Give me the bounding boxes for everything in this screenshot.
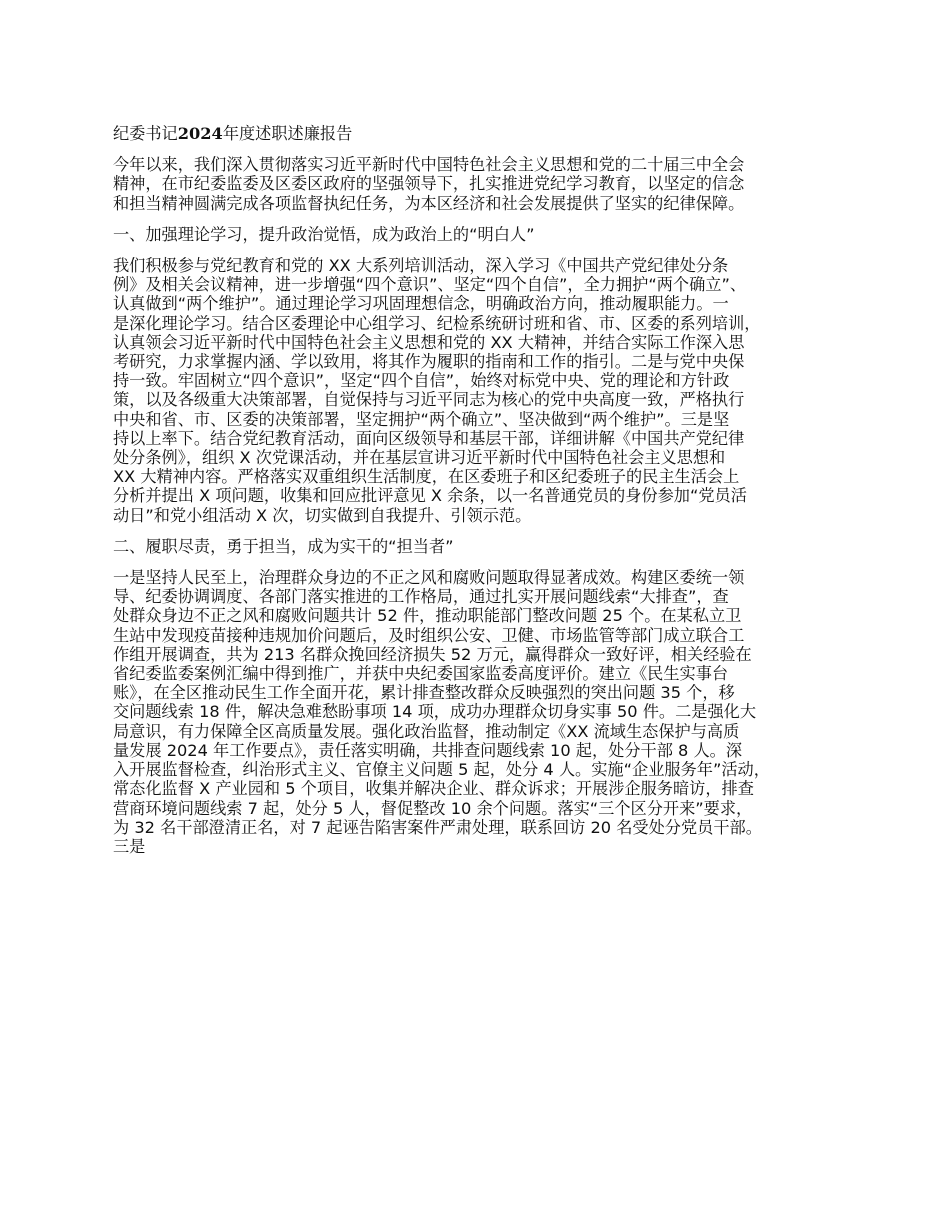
body-line: 认真领会习近平新时代中国特色社会主义思想和党的 XX 大精神，并结合实际工作深入思 xyxy=(113,332,745,352)
body-line: 生站中发现疫苗接种违规加价问题后，及时组织公安、卫健、市场监管等部门成立联合工 xyxy=(113,625,745,645)
title-year: 2024 xyxy=(177,124,223,143)
body-line: 持一致。牢固树立“四个意识”，坚定“四个自信”，始终对标党中央、党的理论和方针政 xyxy=(113,371,730,391)
body-line: 持以上率下。结合党纪教育活动，面向区级领导和基层干部，详细讲解《中国共产党纪律 xyxy=(113,428,745,448)
body-line: 为 32 名干部澄清正名，对 7 起诬告陷害案件严肃处理，联系回访 20 名受处分党员干部。 xyxy=(113,817,762,837)
body-line: 策，以及各级重大决策部署，自觉保持与习近平同志为核心的党中央高度一致，严格执行 xyxy=(113,390,745,410)
intro-line: 和担当精神圆满完成各项监督执纪任务，为本区经济和社会发展提供了坚实的纪律保障。 xyxy=(113,193,745,213)
body-line: XX 大精神内容。严格落实双重组织生活制度，在区委班子和区纪委班子的民主生活会上 xyxy=(113,467,740,487)
section-1-heading: 一、加强理论学习，提升政治觉悟，成为政治上的“明白人” xyxy=(113,224,535,244)
body-line: 入开展监督检查，纠治形式主义、官僚主义问题 5 起，处分 4 人。实施“企业服务年”活动， xyxy=(113,760,770,780)
title-suffix: 年度述职述廉报告 xyxy=(222,124,353,143)
intro-paragraph xyxy=(113,155,855,213)
body-line: 导、纪委协调调度、各部门落实推进的工作格局，通过扎实开展问题线索“大排查”，查 xyxy=(113,587,729,607)
body-line: 中央和省、市、区委的决策部署，坚定拥护“两个确立”、坚决做到“两个维护”。三是坚 xyxy=(113,409,730,429)
intro-line: 精神，在市纪委监委及区委区政府的坚强领导下，扎实推进党纪学习教育，以坚定的信念 xyxy=(113,174,745,194)
document-page xyxy=(113,124,855,868)
body-line: 交问题线索 18 件，解决急难愁盼事项 14 项，成功办理群众切身实事 50 件。二是强化大 xyxy=(113,702,757,722)
body-line: 我们积极参与党纪教育和党的 XX 大系列培训活动，深入学习《中国共产党纪律处分条 xyxy=(113,256,729,276)
body-line: 营商环境问题线索 7 起，处分 5 人，督促整改 10 余个问题。落实“三个区分开来”要求， xyxy=(113,798,753,818)
body-line: 常态化监督 X 产业园和 5 个项目，收集并解决企业、群众诉求；开展涉企服务暗访，排查 xyxy=(113,779,754,799)
body-line: 三是 xyxy=(113,836,146,856)
body-line: 动日”和党小组活动 X 次，切实做到自我提升、引领示范。 xyxy=(113,505,532,525)
body-line: 账》，在全区推动民生工作全面开花，累计排查整改群众反映强烈的突出问题 35 个，移 xyxy=(113,683,735,703)
body-line: 作组开展调查，共为 213 名群众挽回经济损失 52 万元，赢得群众一致好评，相关经验在 xyxy=(113,644,752,664)
body-line: 是深化理论学习。结合区委理论中心组学习、纪检系统研讨班和省、市、区委的系列培训， xyxy=(113,313,761,333)
title-prefix: 纪委书记 xyxy=(113,124,178,143)
body-line: 局意识，有力保障全区高质量发展。强化政治监督，推动制定《XX 流域生态保护与高质 xyxy=(113,721,740,741)
body-line: 考研究，力求掌握内涵、学以致用，将其作为履职的指南和工作的指引。二是与党中央保 xyxy=(113,352,745,372)
intro-line: 今年以来，我们深入贯彻落实习近平新时代中国特色社会主义思想和党的二十届三中全会 xyxy=(113,155,745,175)
section-1-paragraph xyxy=(113,256,855,525)
section-2-paragraph xyxy=(113,568,855,856)
body-line: 一是坚持人民至上，治理群众身边的不正之风和腐败问题取得显著成效。构建区委统一领 xyxy=(113,568,745,588)
body-line: 量发展 2024 年工作要点》，责任落实明确，共排查问题线索 10 起，处分干部 8 人。深 xyxy=(113,740,743,760)
body-line: 认真做到“两个维护”。通过理论学习巩固理想信念，明确政治方向，推动履职能力。一 xyxy=(113,294,729,314)
body-line: 处群众身边不正之风和腐败问题共计 52 件，推动职能部门整改问题 25 个。在某私立卫 xyxy=(113,606,742,626)
body-line: 处分条例》，组织 X 次党课活动，并在基层宣讲习近平新时代中国特色社会主义思想和 xyxy=(113,448,726,468)
body-line: 例》及相关会议精神，进一步增强“四个意识”、坚定“四个自信”，全力拥护“两个确立”、 xyxy=(113,275,747,295)
document-title xyxy=(113,124,855,143)
body-line: 省纪委监委案例汇编中得到推广，并获中央纪委国家监委高度评价。建立《民生实事台 xyxy=(113,664,729,684)
body-line: 分析并提出 X 项问题，收集和回应批评意见 X 余条，以一名普通党员的身份参加“党员活 xyxy=(113,486,747,506)
section-2-heading: 二、履职尽责，勇于担当，成为实干的“担当者” xyxy=(113,536,454,556)
